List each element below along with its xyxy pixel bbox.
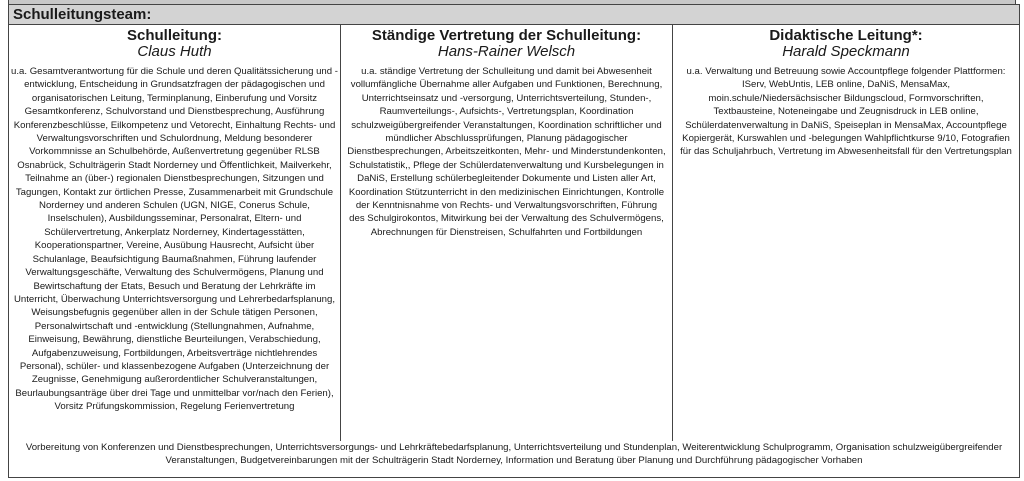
role-title: Didaktische Leitung*:: [769, 27, 923, 44]
person-name: Claus Huth: [137, 43, 212, 60]
column-staendige-vertretung: [341, 25, 673, 441]
role-description: u.a. Gesamtverantwortung für die Schule und deren Qualitätssicherung und -entwicklung, Entscheidung in Grundsatzfragen der pädagogischen und organisatorischen Leitung, Terminplanung, Einberufung und Vorsitz Gesamtkonferenz, Schulvorstand und Dienstbesprechung, Ausführung Konferenzbeschlüsse, Eilkompetenz und Vetorecht, Einhaltung Rechts- und Verwaltungsvorschriften und Schulordnung, Meldung besonderer Vorkommnisse an Schulbehörde, Außenvertretung gegenüber RLSB Osnabrück, Schulträgerin Stadt Norderney und Öffentlichkeit, Mailverkehr, Teilnahme an (über-) regionalen Dienstbesprechungen, Sitzungen und Tagungen, Kontakt zur örtlichen Presse, Zusammenarbeit mit Grundschule Norderney und anderen Schulen (UGN, NIGE, Conerus Schule, Inselschulen), Ausbildungsseminar, Personalrat, Eltern- und Schülervertretung, Ankerplatz Norderney, Kindertagesstätten, Kooperationspartner, Vereine, Ausübung Hausrecht, Aufsicht über Schulanlage, Beaufsichtigung Baumaßnahmen, Führung laufender Verwaltungsgeschäfte, Verwaltung des Schulvermögens, Planung und Bewirtschaftung der Etats, Besuch und Beratung der Lehrkräfte im Unterricht, Überwachung Unterrichtsversorgung und Lehrerbedarfsplanung, Weisungsbefugnis gegenüber allen in der Schule tätigen Personen, Personalwirtschaft und -entwicklung (Stellungnahmen, Aufnahme, Einweisung, Bewährung, dienstliche Beurteilungen, Verabschiedung, Aufgabenzuweisung, Fortbildungen, Arbeitsverträge nichtlehrendes Personal), schüler- und klassenbezogene Aufgaben (Unterzeichnung der Zeugnisse, Genehmigung außerordentlicher Schulveranstaltungen, Beurlaubungsanträge über drei Tage und unmittelbar vor/nach den Ferien), Vorsitz Prüfungskommission, Regelung Ferienvertretung: [11, 66, 338, 413]
role-title: Ständige Vertretung der Schulleitung:: [371, 27, 642, 44]
column-didaktische-leitung: [673, 25, 1019, 441]
table-title: Schulleitungsteam:: [13, 6, 152, 23]
person-name: Hans-Rainer Welsch: [437, 43, 576, 60]
role-description: u.a. ständige Vertretung der Schulleitung und damit bei Abwesenheit vollumfängliche Übernahme aller Aufgaben und Funktionen, Berechnung, Unterrichtseinsatz und -versorgung, Unterrichtsverteilung, Stunden-, Raumverteilungs-, Aufsichts-, Vertretungsplan, Koordination schulzweigübergreifender Veranstaltungen, Koordination schriftlicher und mündlicher Abschlussprüfungen, Planung pädagogischer Dienstbesprechungen, Arbeitszeitkonten, Mehr- und Minderstundenkonten, Schulstatistik,, Pflege der Schülerdatenverwaltung und Kursbelegungen in DaNiS, Erstellung schülerbegleitender Dokumente und Listen aller Art, Koordination Stützunterricht in den medizinischen Einrichtungen, Kontrolle der Kenntnisnahme von Rechts- und Verwaltungsvorschriften, Führung des Schulgirokontos, Mitwirkung bei der Verwaltung des Schulvermögens, Abrechnungen für Dienstreisen, Schulfahrten und Fortbildungen: [347, 66, 666, 238]
person-name: Harald Speckmann: [782, 43, 910, 60]
role-title: Schulleitung:: [127, 27, 222, 44]
role-description: u.a. Verwaltung und Betreuung sowie Accountpflege folgender Plattformen: IServ, WebUntis, LEB online, DaNiS, MensaMax, moin.schule/Niedersächsischer Bildungscloud, Formvorschriften, Textbausteine, Noteneingabe und Zeugnisdruck in LEB online, Schülerdatenverwaltung in DaNiS, Speiseplan in MensaMax, Accountpflege Kopiergerät, Kurswahlen und -belegungen Wahlpflichtkurse 9/10, Fotografien für das Schuljahrbuch, Vertretung im Abwesenheitsfall für den Vertretungsplan: [680, 66, 1012, 158]
column-schulleitung: [9, 25, 341, 441]
shared-tasks-footer: Vorbereitung von Konferenzen und Dienstbesprechungen, Unterrichtsversorgungs- und Lehrkräftebedarfsplanung, Unterrichtsverteilung und Stundenplan, Weiterentwicklung Schulprogramm, Organisation schulzweigübergreifender Veranstaltungen, Budgetvereinbarungen mit der Schulträgerin Stadt Norderney, Information und Beratung über Planung und Durchführung pädagogischer Vorhaben: [25, 442, 1003, 467]
leadership-table: [8, 4, 1020, 478]
table-header: [9, 5, 1019, 25]
